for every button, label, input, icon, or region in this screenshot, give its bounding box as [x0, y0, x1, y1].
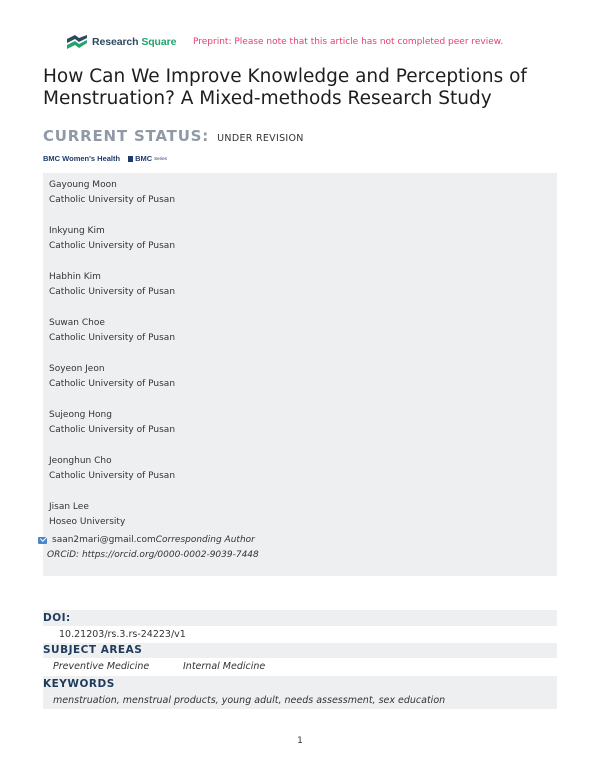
author-affiliation: Catholic University of Pusan [49, 241, 176, 251]
doi-label: DOI: [43, 612, 71, 624]
author-affiliation: Catholic University of Pusan [49, 379, 176, 389]
author-name[interactable]: Sujeong Hong [49, 410, 112, 420]
subject-areas-heading-row [43, 643, 557, 658]
author-name[interactable]: Inkyung Kim [49, 226, 105, 236]
bmc-publisher: BMC [135, 154, 153, 163]
current-status [43, 126, 304, 145]
author-entry [49, 224, 175, 254]
subject-areas-value-row [43, 658, 557, 676]
orcid-link[interactable]: ORCiD: https://orcid.org/0000-0002-9039-7448 [47, 550, 259, 560]
doi-value[interactable]: 10.21203/rs.3.rs-24223/v1 [59, 629, 186, 640]
author-name[interactable]: Jisan Lee [49, 502, 89, 512]
author-affiliation: Catholic University of Pusan [49, 425, 176, 435]
bmc-mark-icon [128, 156, 133, 162]
logo-text [92, 36, 176, 48]
doi-heading-row [43, 610, 557, 626]
author-entry [49, 500, 125, 530]
author-affiliation: Catholic University of Pusan [49, 471, 176, 481]
logo-text-research: Research [92, 36, 139, 48]
keywords-heading-row [43, 676, 557, 691]
keywords-value: menstruation, menstrual products, young adult, needs assessment, sex education [53, 695, 446, 706]
status-label: CURRENT STATUS: [43, 127, 210, 145]
author-entry [49, 408, 175, 438]
author-affiliation: Catholic University of Pusan [49, 195, 176, 205]
author-email-link[interactable]: saan2mari@gmail.com [52, 535, 156, 545]
author-affiliation: Hoseo University [49, 517, 126, 527]
page-number: 1 [297, 736, 303, 746]
mail-icon [38, 537, 47, 544]
research-square-logo-icon [66, 34, 88, 50]
author-entry [49, 362, 175, 392]
article-metadata [43, 610, 557, 709]
subject-area-item[interactable]: Preventive Medicine [53, 661, 150, 672]
keywords-label: KEYWORDS [43, 678, 115, 690]
subject-area-item[interactable]: Internal Medicine [183, 661, 266, 672]
article-title: How Can We Improve Knowledge and Perceptions of Menstruation? A Mixed-methods Research Study [43, 66, 527, 109]
author-name[interactable]: Gayoung Moon [49, 180, 117, 190]
subject-areas-label: SUBJECT AREAS [43, 644, 143, 656]
preprint-notice: Preprint: Please note that this article has not completed peer review. [193, 37, 504, 47]
keywords-value-row [43, 691, 557, 709]
author-entry [49, 270, 175, 300]
doi-value-row [43, 626, 557, 643]
author-name[interactable]: Jeonghun Cho [49, 456, 112, 466]
author-name[interactable]: Suwan Choe [49, 318, 105, 328]
page-header [66, 34, 546, 54]
bmc-series-text: Series [154, 156, 167, 161]
bmc-series-logo [128, 154, 167, 163]
journal-logo [43, 154, 167, 163]
author-entry [49, 178, 175, 208]
journal-name: BMC Women's Health [43, 154, 121, 163]
status-value: UNDER REVISION [217, 133, 304, 144]
author-name[interactable]: Habhin Kim [49, 272, 101, 282]
corresponding-author-row [43, 535, 255, 545]
author-entry [49, 316, 175, 346]
author-name[interactable]: Soyeon Jeon [49, 364, 105, 374]
author-entry [49, 454, 175, 484]
author-affiliation: Catholic University of Pusan [49, 287, 176, 297]
corresponding-author-label: Corresponding Author [155, 535, 255, 545]
logo-text-square: Square [141, 36, 177, 48]
authors-panel [43, 173, 557, 576]
author-affiliation: Catholic University of Pusan [49, 333, 176, 343]
research-square-logo[interactable] [66, 34, 176, 50]
